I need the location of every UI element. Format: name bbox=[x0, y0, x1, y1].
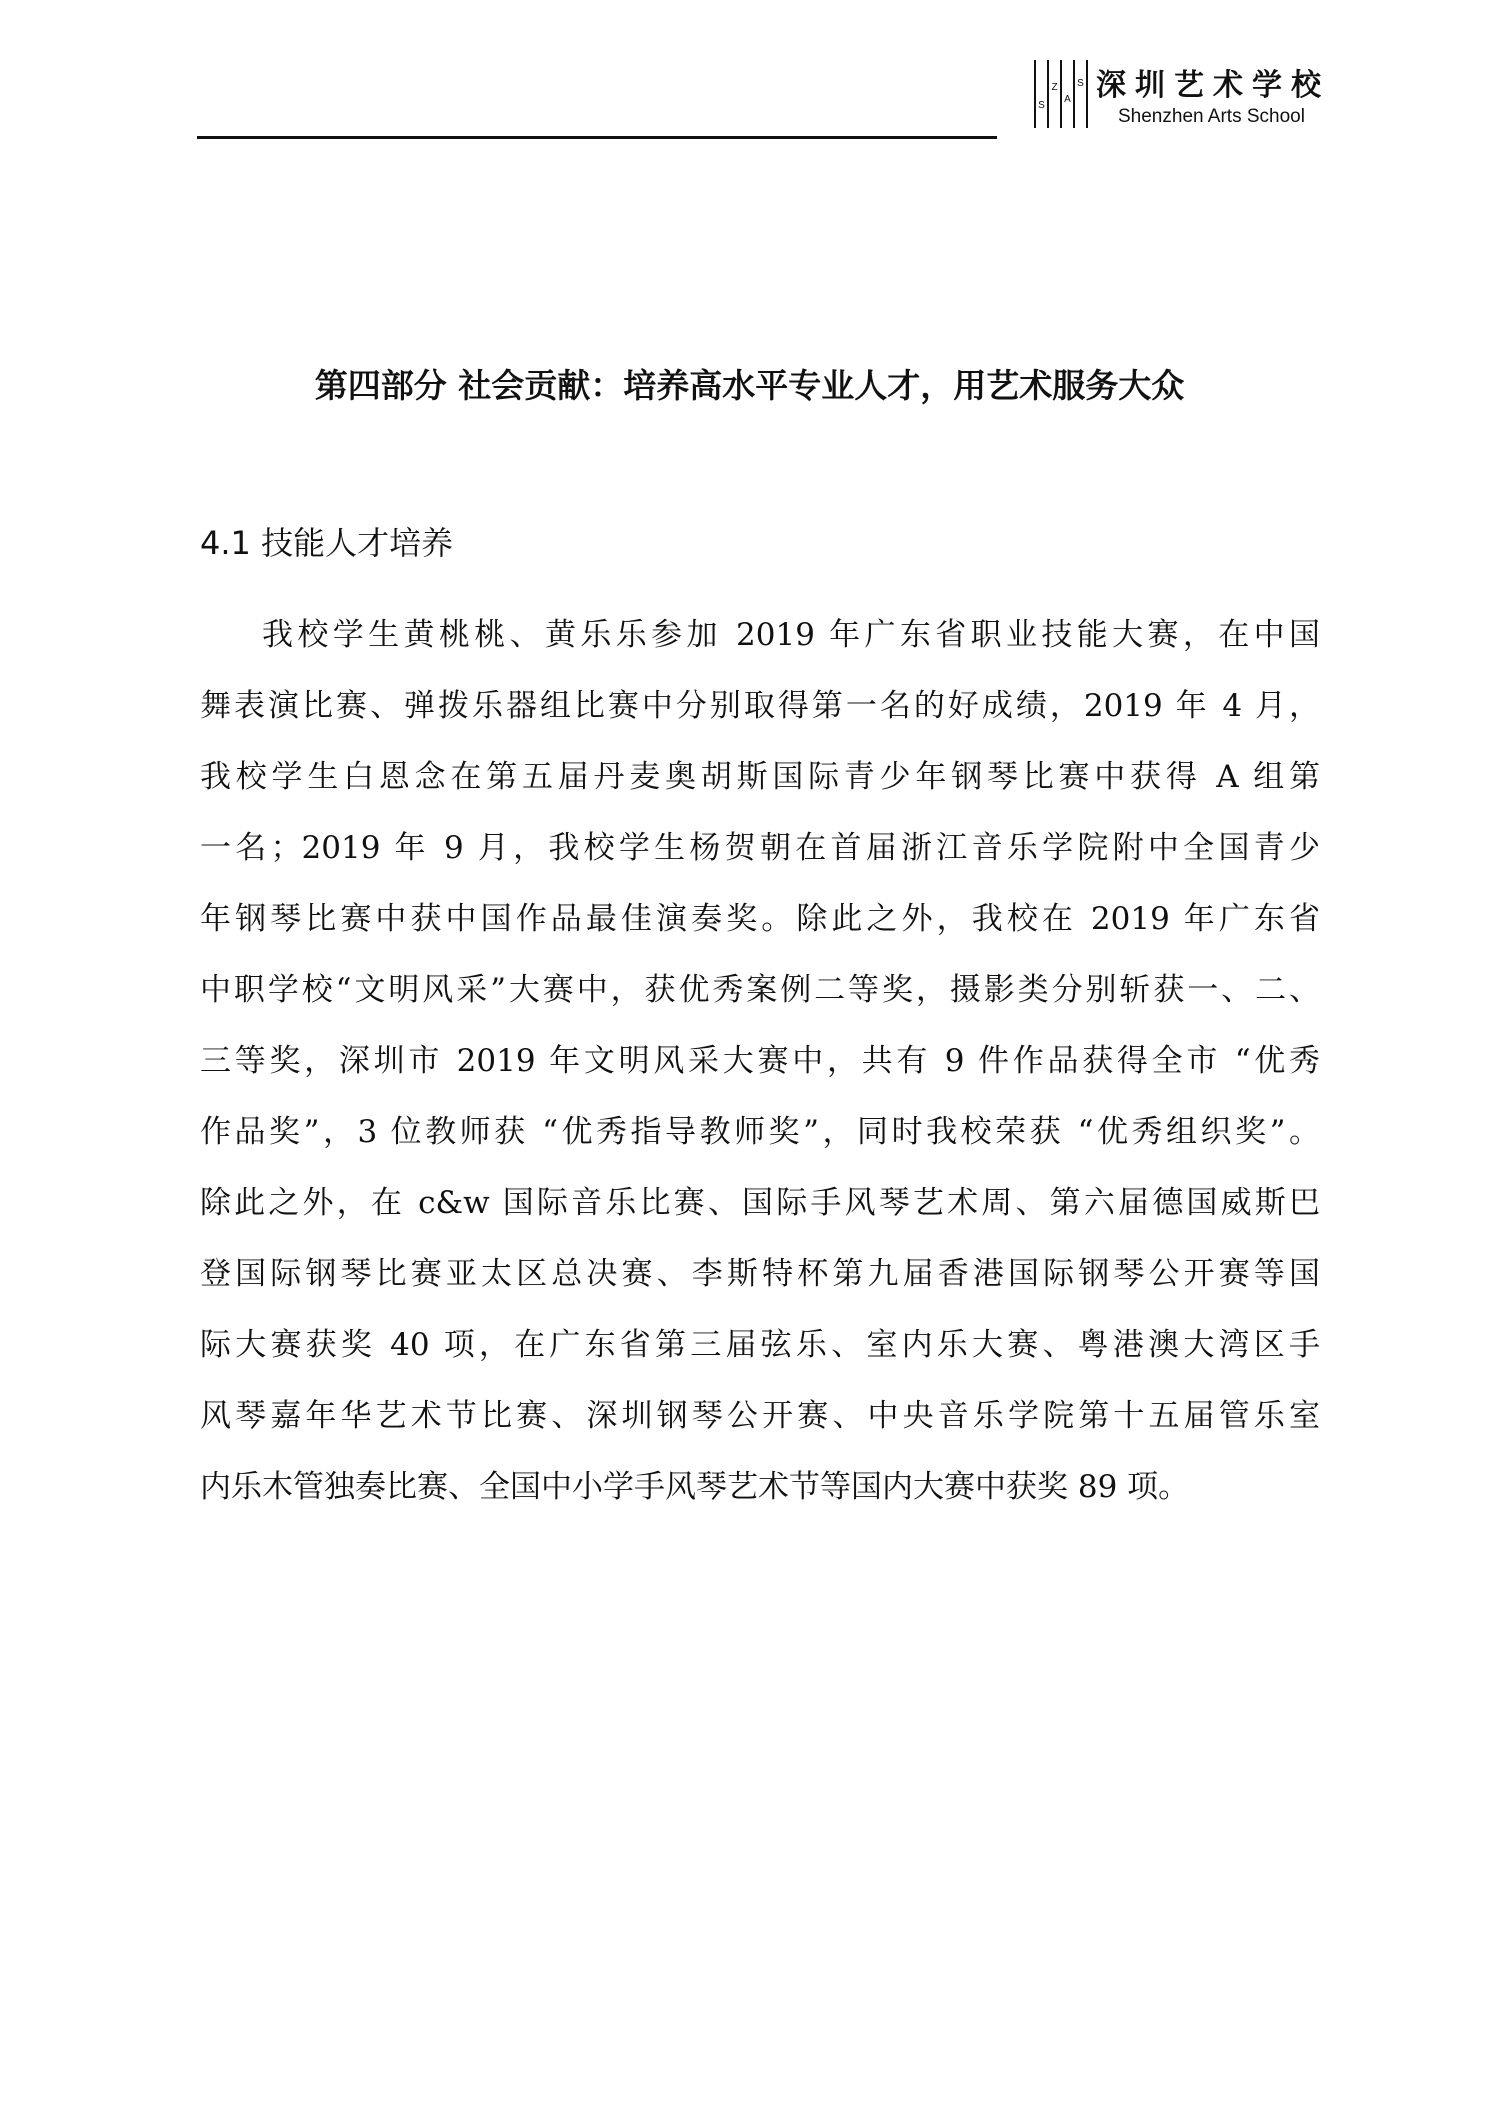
part-title: 第四部分 社会贡献：培养高水平专业人才，用艺术服务大众 bbox=[314, 366, 1185, 405]
text-line: 我校学生白恩念在第五届丹麦奥胡斯国际青少年钢琴比赛中获得 A 组第 bbox=[200, 759, 1320, 795]
body-paragraph bbox=[200, 600, 1320, 1523]
text-line: 除此之外，在 c&w 国际音乐比赛、国际手风琴艺术周、第六届德国威斯巴 bbox=[200, 1185, 1320, 1221]
section-heading: 4.1 技能人才培养 bbox=[200, 524, 454, 562]
text-line: 我校学生黄桃桃、黄乐乐参加 2019 年广东省职业技能大赛，在中国 bbox=[262, 617, 1320, 653]
text-line: 年钢琴比赛中获中国作品最佳演奏奖。除此之外，我校在 2019 年广东省 bbox=[200, 901, 1320, 937]
header-rule bbox=[197, 136, 997, 139]
logo-mark-letter: S bbox=[1077, 78, 1084, 89]
logo-mark-letter: S bbox=[1038, 100, 1045, 111]
text-line: 内乐木管独奏比赛、全国中小学手风琴艺术节等国内大赛中获奖 89 项。 bbox=[200, 1469, 1190, 1505]
text-line: 舞表演比赛、弹拨乐器组比赛中分别取得第一名的好成绩，2019 年 4 月， bbox=[200, 688, 1320, 724]
text-line: 一名；2019 年 9 月，我校学生杨贺朝在首届浙江音乐学院附中全国青少 bbox=[200, 830, 1320, 866]
logo-mark-icon bbox=[1032, 58, 1088, 130]
text-line: 风琴嘉年华艺术节比赛、深圳钢琴公开赛、中央音乐学院第十五届管乐室 bbox=[200, 1398, 1320, 1434]
school-logo bbox=[1032, 58, 1330, 132]
text-line: 际大赛获奖 40 项，在广东省第三届弦乐、室内乐大赛、粤港澳大湾区手 bbox=[200, 1327, 1320, 1363]
logo-english-name: Shenzhen Arts School bbox=[1118, 106, 1305, 127]
text-line: 三等奖，深圳市 2019 年文明风采大赛中，共有 9 件作品获得全市 “优秀 bbox=[200, 1043, 1320, 1079]
text-line: 登国际钢琴比赛亚太区总决赛、李斯特杯第九届香港国际钢琴公开赛等国 bbox=[200, 1256, 1320, 1292]
logo-mark-letter: A bbox=[1064, 94, 1071, 105]
text-line: 中职学校“文明风采”大赛中，获优秀案例二等奖，摄影类分别斩获一、二、 bbox=[200, 972, 1320, 1008]
text-line: 作品奖”，3 位教师获 “优秀指导教师奖”，同时我校荣获 “优秀组织奖”。 bbox=[200, 1114, 1320, 1150]
logo-mark-letter: Z bbox=[1051, 82, 1058, 93]
logo-chinese-name: 深圳艺术学校 bbox=[1096, 68, 1330, 103]
